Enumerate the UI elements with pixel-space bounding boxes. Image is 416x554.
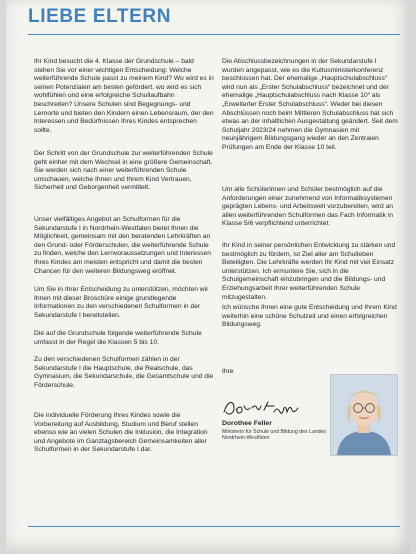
paragraph: Ich wünsche Ihnen eine gute Entscheidung und Ihrem Kind weiterhin eine schöne Schulzeit und einen erfolgreichen Bildungsweg. xyxy=(222,304,397,329)
paragraph: Der Schritt von der Grundschule zur weiterführenden Schule geht einher mit dem Wechsel in eine größere Gemeinschaft. Sie werden sich nach einer weiterführenden Schule umschauen, welche Ihnen und Ihrem Kind Vertrauen, Sicherheit und Geborgenheit vermittelt. xyxy=(34,150,213,192)
bottom-rule xyxy=(28,526,400,527)
paragraph: Die auf die Grundschule folgende weiterführende Schule umfasst in der Regel die Klassen 5 bis 10. xyxy=(34,330,202,346)
paragraph: Die Abschlussbezeichnungen in der Sekundarstufe I wurden angepasst, wie es die Kultusministerkonferenz beschlossen hat. Der ehemalige „Hauptschulabschluss“ wird nun als „Erster Schulabschluss“ bezeichnet und der ehemalige „Hauptschulabschluss nach Klasse 10“ als „Erweiterter Erster Schulabschluss“. Weder bei diesen Abschlüssen noch beim Mittleren Schulabschluss hat sich etwas an der inhaltlichen Ausgestaltung geändert. Seit dem Schuljahr 2023/24 nehmen die Gymnasien mit neunjährigem Bildungsgang wieder an den Zentralen Prüfungen am Ende der Klasse 10 teil. xyxy=(222,58,398,151)
signer-name: Dorothee Feller xyxy=(222,420,272,427)
portrait-photo xyxy=(330,374,398,456)
paragraph: Ihr Kind besucht die 4. Klasse der Grundschule – bald stehen Sie vor einer wichtigen Entscheidung: Welche weiterführende Schule passt zu meinem Kind? Wo wird es in seinen Potenzialen am besten gefördert, wo wird es sich wohlfühlen und eine erfolgreiche Schullaufbahn beschreiten? Unsere Schulen sind Begegnungs- und Lernorte und bieten den Kindern einen Lebensraum, der den Interessen und Bedürfnissen Ihres Kindes entsprechen sollte. xyxy=(34,58,214,134)
closing-text: Ihre xyxy=(222,368,234,375)
handwritten-signature xyxy=(222,396,318,420)
paragraph: Unser vielfältiges Angebot an Schulformen für die Sekundarstufe I in Nordrhein-Westfalen bietet Ihnen die Möglichkeit, gemeinsam mit den beratenden Lehrkräften an den Grund- oder Förderschulen, die weiterführende Schule zu finden, welche den Lernvoraussetzungen und Interessen Ihres Kindes am meisten entspricht und damit die besten Chancen für den weiteren Bildungsweg eröffnet. xyxy=(34,216,211,275)
page-title: LIEBE ELTERN xyxy=(28,6,172,27)
brochure-page xyxy=(6,0,410,554)
paragraph: Um alle Schülerinnen und Schüler bestmöglich auf die Anforderungen einer zunehmend von Informatiksystemen geprägten Lebens- und Arbeitswelt vorzubereiten, wird an allen weiterführenden Schulformen das Fach Informatik in Klasse 5/6 verpflichtend unterrichtet. xyxy=(222,186,394,228)
paragraph: Ihr Kind in seiner persönlichen Entwicklung zu stärken und bestmöglich zu fördern, ist Ziel aller am Schulleben Beteiligten. Die Lehrkräfte werden Ihr Kind mit viel Einsatz unterstützen. Ich ermuntere Sie, sich in die Schulgemeinschaft einzubringen und die Bildungs- und Erziehungsarbeit Ihrer weiterführenden Schule mitzugestalten. xyxy=(222,242,396,301)
title-rule xyxy=(28,34,400,35)
paragraph: Zu den verschiedenen Schulformen zählen in der Sekundarstufe I die Hauptschule, die Realschule, das Gymnasium, die Sekundarschule, die Gesamtschule und die Förderschule. xyxy=(34,356,214,389)
paragraph: Um Sie in Ihrer Entscheidung zu unterstützen, möchten wir Ihnen mit dieser Broschüre einige grundlegende Informationen zu den verschiedenen Schulformen in der Sekundarstufe I bereitstellen. xyxy=(34,286,209,319)
paragraph: Die individuelle Förderung Ihres Kindes sowie die Vorbereitung auf Ausbildung, Studium und Beruf stellen ebenso wie an vielen Schulen die Inklusion, die Integration und Angebote im Ganztagsbereich Gemeinsamkeiten aller Schulformen in der Sekundarstufe I dar. xyxy=(34,412,208,454)
signer-role: Ministerin für Schule und Bildung des Landes Nordrhein-Westfalen xyxy=(222,429,327,442)
